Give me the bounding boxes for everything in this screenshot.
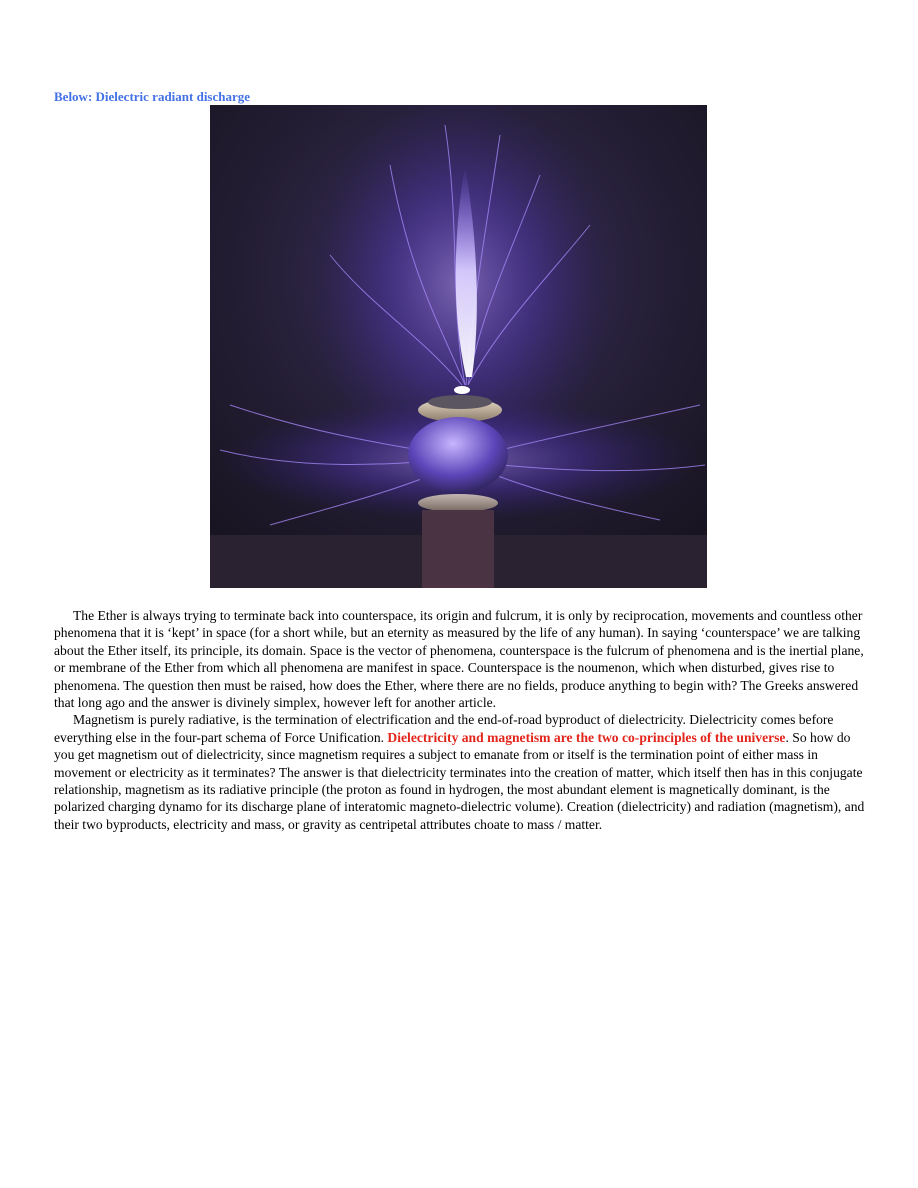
- article-body: [54, 607, 866, 833]
- discharge-illustration: [210, 105, 707, 588]
- highlighted-statement: Dielectricity and magnetism are the two co-principles of the universe: [387, 729, 786, 745]
- paragraph-ether: The Ether is always trying to terminate back into counterspace, its origin and fulcrum, it is only by reciprocation, movements and countless other phenomena that it is ‘kept’ in space (for a short while, but an eternity as measured by the life of any human). In saying ‘counterspace’ we are talking about the Ether itself, its principle, its domain. Space is the vector of phenomena, counterspace is the fulcrum of phenomena and is the inertial plane, or membrane of the Ether from which all phenomena are manifest in space. Counterspace is the noumenon, which when disturbed, gives rise to phenomena. The question then must be raised, how does the Ether, where there are no fields, produce anything to begin with? The Greeks answered that long ago and the answer is divinely simplex, however left for another article.: [54, 608, 864, 711]
- image-caption: Below: Dielectric radiant discharge: [54, 89, 251, 104]
- tesla-coil-discharge-photo: [210, 105, 707, 588]
- paragraph-magnetism-intro: Magnetism is purely radiative, is the termination of electrification and the end-of-road byproduct of dielectricity. Dielectricity comes before everything else in the four-part schema of Force Unification.: [54, 712, 834, 745]
- paragraph-magnetism-rest: . So how do you get magnetism out of dielectricity, since magnetism requires a subject to emanate from or itself is the termination point of either mass in movement or electricity as it terminates? The answer is that dielectricity terminates into the creation of matter, which itself then has in this conjugate relationship, magnetism as its radiative principle (the proton as found in hydrogen, the most abundant element is magnetically dominant, is the polarized charging dynamo for its discharge plane of interatomic magneto-dielectric volume). Creation (dielectricity) and radiation (magnetism), and their two byproducts, electricity and mass, or gravity as centripetal attributes choate to mass / matter.: [54, 729, 865, 832]
- paragraph-magnetism: [54, 711, 866, 833]
